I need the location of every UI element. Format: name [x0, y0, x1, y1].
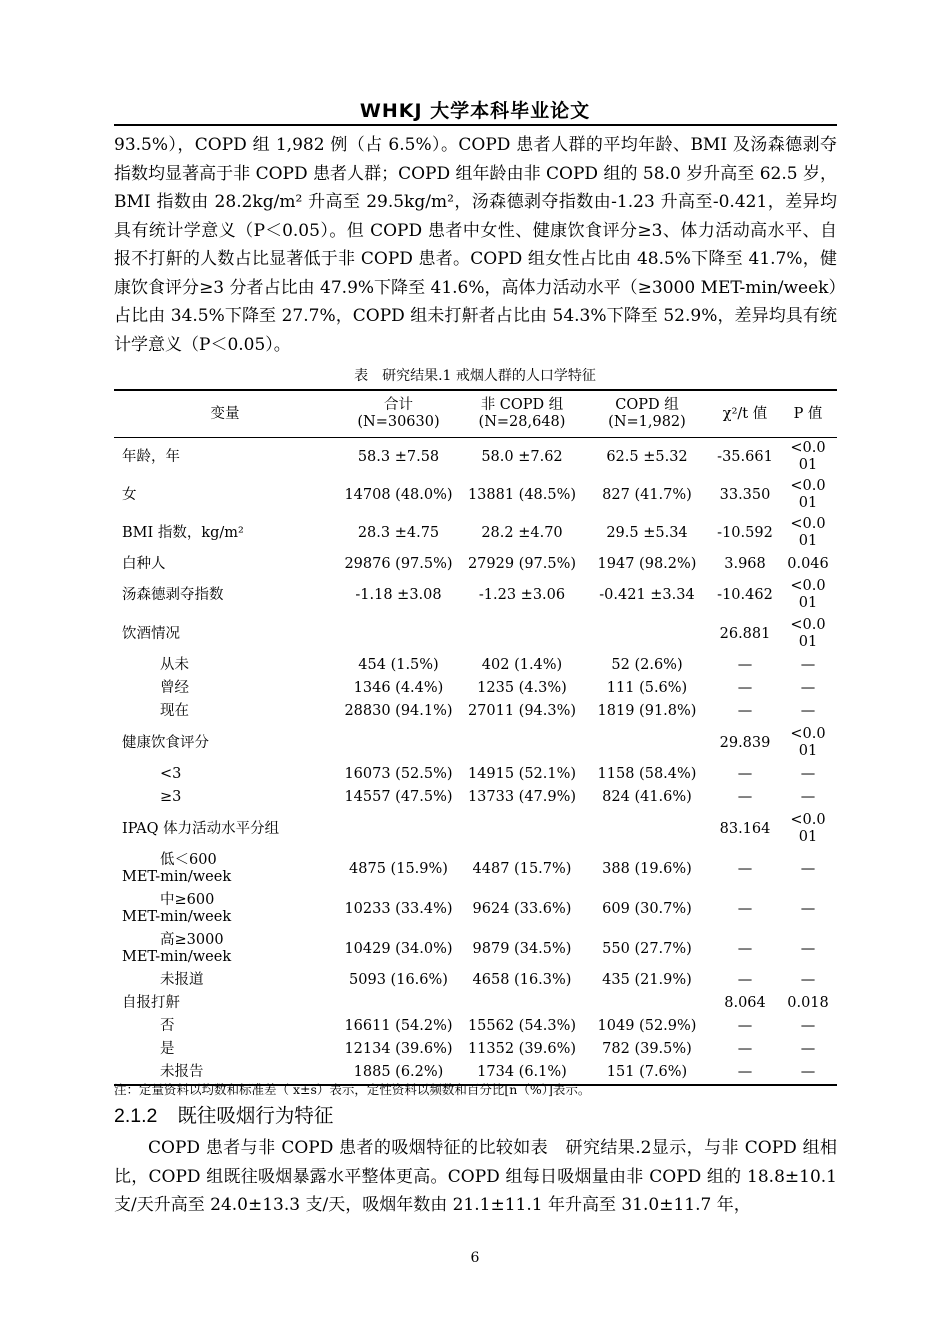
- cell-non-copd: 28.2 ±4.70: [481, 524, 563, 541]
- table-row: [114, 849, 837, 889]
- row-label: 女: [122, 486, 137, 503]
- table-row: [114, 614, 837, 654]
- ipaq-high-label: [122, 932, 334, 966]
- table-row: [114, 514, 837, 552]
- cell-copd: 151 (7.6%): [583, 1061, 711, 1085]
- table-header-row: [114, 390, 837, 438]
- cell-p: —: [800, 972, 816, 988]
- cell-stat: —: [737, 1018, 753, 1034]
- row-label: 年龄，年: [122, 448, 180, 465]
- cell-stat: -35.661: [717, 448, 773, 465]
- table-note: 注：定量资料以均数和标准差（ x±s）表示，定性资料以频数和百分比[n（%）]表示。: [114, 1082, 591, 1097]
- cell-copd: 111 (5.6%): [606, 680, 688, 696]
- page-header-title: WHKJ 大学本科毕业论文: [359, 100, 591, 122]
- row-label: [114, 849, 336, 889]
- cell-copd: 827 (41.7%): [602, 486, 692, 503]
- row-label: 曾经: [160, 680, 189, 696]
- cell-non-copd: 4487 (15.7%): [472, 860, 572, 877]
- cell-copd: [583, 809, 711, 849]
- cell-non-copd: 4658 (16.3%): [472, 972, 572, 988]
- cell-total: 5093 (16.6%): [349, 972, 448, 988]
- cell-non-copd: 9624 (33.6%): [472, 900, 572, 917]
- row-label: 现在: [160, 703, 189, 719]
- row-label: BMI 指数，kg/m²: [122, 524, 244, 541]
- section-title: 既往吸烟行为特征: [177, 1104, 334, 1127]
- row-label: 白种人: [122, 555, 166, 572]
- cell-non-copd: 15562 (54.3%): [467, 1018, 577, 1034]
- cell-non-copd: 11352 (39.6%): [467, 1041, 577, 1057]
- header-p: P 值: [779, 390, 837, 438]
- demographics-table: [114, 389, 837, 1086]
- row-label: 自报打鼾: [122, 995, 180, 1011]
- p-value: <0.001: [790, 516, 826, 549]
- cell-non-copd: [461, 614, 583, 654]
- table-row: [114, 700, 837, 723]
- cell-non-copd: [461, 992, 583, 1015]
- cell-copd: 62.5 ±5.32: [606, 448, 688, 465]
- cell-copd: 435 (21.9%): [602, 972, 692, 988]
- cell-p: —: [800, 940, 816, 957]
- header-chi-t: χ²/t 值: [711, 390, 779, 438]
- cell-copd: 1049 (52.9%): [597, 1018, 697, 1034]
- cell-copd: 609 (30.7%): [602, 900, 692, 917]
- cell-total: 14557 (47.5%): [344, 789, 453, 805]
- cell-p: —: [800, 703, 816, 719]
- cell-total: 14708 (48.0%): [344, 486, 453, 503]
- cell-p: —: [800, 680, 816, 696]
- cell-total: 58.3 ±7.58: [357, 448, 440, 465]
- cell-copd: 388 (19.6%): [602, 860, 692, 877]
- p-value: <0.001: [790, 578, 826, 611]
- header-variable: [114, 390, 336, 438]
- cell-stat: —: [737, 657, 753, 673]
- cell-p: —: [800, 1041, 816, 1057]
- cell-non-copd: 1235 (4.3%): [477, 680, 567, 696]
- cell-non-copd: -1.23 ±3.06: [478, 586, 566, 603]
- cell-total: [336, 614, 461, 654]
- ipaq-low-label: [122, 852, 334, 886]
- section-paragraph-text: COPD 患者与非 COPD 患者的吸烟特征的比较如表 研究结果.2显示，与非 COPD 组相比，COPD 组既往吸烟暴露水平整体更高。COPD 组每日吸烟量由非 COPD 组的 18.8±10.1 支/天升高至 24.0±13.3 支/天，吸烟年数由 21.1±11.1 年升高至 31.0±11.7 年，: [114, 1138, 837, 1215]
- table-row: [114, 438, 837, 477]
- cell-stat: —: [711, 1061, 779, 1085]
- cell-p: [779, 576, 837, 614]
- header-copd-n: (N=1,982): [608, 414, 686, 430]
- header-total: [336, 390, 461, 438]
- cell-copd: 1158 (58.4%): [597, 766, 697, 782]
- cell-p: [779, 809, 837, 849]
- table-row: [114, 576, 837, 614]
- row-label: [114, 889, 336, 929]
- cell-non-copd: 14915 (52.1%): [467, 766, 577, 782]
- cell-p: —: [800, 1018, 816, 1034]
- cell-stat: 33.350: [719, 486, 771, 503]
- cell-non-copd: 58.0 ±7.62: [481, 448, 563, 465]
- cell-p: —: [800, 657, 816, 673]
- intro-paragraph: 93.5%），COPD 组 1,982 例（占 6.5%）。COPD 患者人群的平均年龄、BMI 及汤森德剥夺指数均显著高于非 COPD 患者人群；COPD 组年龄由非 COPD 组的 58.0 岁升高至 62.5 岁，BMI 指数由 28.2kg/m² 升高至 29.5kg/m²，汤森德剥夺指数由-1.23 升高至-0.421，差异均具有统计学意义（P＜0.05）。但 COPD 患者中女性、健康饮食评分≥3、体力活动高水平、自报不打鼾的人数占比显著低于非 COPD 患者。COPD 组女性占比由 48.5%下降至 41.7%，健康饮食评分≥3 分者占比由 47.9%下降至 41.6%，高体力活动水平（≥3000 MET-min/week）占比由 34.5%下降至 27.7%，COPD 组未打鼾者占比由 54.3%下降至 52.9%，差异均具有统计学意义（P＜0.05）。: [114, 135, 837, 355]
- cell-p: [779, 476, 837, 514]
- cell-total: [336, 992, 461, 1015]
- p-value: <0.001: [790, 726, 826, 759]
- cell-p: —: [800, 900, 816, 917]
- cell-stat: 26.881: [719, 625, 771, 642]
- p-value: <0.001: [790, 617, 826, 650]
- table-row: [114, 677, 837, 700]
- row-label: <3: [160, 766, 182, 782]
- cell-stat: —: [737, 703, 753, 719]
- cell-total: 4875 (15.9%): [349, 860, 448, 877]
- cell-copd: 824 (41.6%): [602, 789, 692, 805]
- cell-p: —: [800, 766, 816, 782]
- cell-non-copd: 9879 (34.5%): [472, 940, 572, 957]
- table-row: [114, 476, 837, 514]
- table-row: [114, 889, 837, 929]
- cell-copd: 1819 (91.8%): [597, 703, 697, 719]
- table-row: [114, 786, 837, 809]
- cell-copd: 782 (39.5%): [602, 1041, 692, 1057]
- table-row: [114, 992, 837, 1015]
- cell-p: 0.018: [787, 995, 829, 1011]
- cell-total: [336, 723, 461, 763]
- table-row: [114, 1038, 837, 1061]
- cell-stat: —: [737, 789, 753, 805]
- row-label: 否: [160, 1018, 175, 1034]
- cell-non-copd: [461, 723, 583, 763]
- cell-total: 16073 (52.5%): [344, 766, 453, 782]
- header-non-copd: [461, 390, 583, 438]
- header-non-copd-text: 非 COPD 组: [480, 397, 564, 413]
- cell-non-copd: 27929 (97.5%): [467, 555, 577, 572]
- cell-copd: [583, 614, 711, 654]
- table-row: [114, 1015, 837, 1038]
- header-copd: [583, 390, 711, 438]
- cell-copd: 1947 (98.2%): [597, 555, 697, 572]
- cell-p: [779, 438, 837, 477]
- header-variable-text: 变量: [210, 405, 240, 422]
- cell-stat: -10.462: [717, 586, 773, 603]
- p-value: <0.001: [790, 812, 826, 845]
- section-heading: [114, 1100, 333, 1128]
- cell-total: 1346 (4.4%): [353, 680, 444, 696]
- cell-stat: —: [737, 766, 753, 782]
- cell-p: 0.046: [787, 555, 829, 572]
- table-row: [114, 723, 837, 763]
- header-rule: [114, 124, 837, 126]
- cell-non-copd: 1734 (6.1%): [461, 1061, 583, 1085]
- table-row: [114, 809, 837, 849]
- cell-total: 28.3 ±4.75: [357, 524, 440, 541]
- p-value: <0.001: [790, 440, 826, 473]
- ipaq-low-label-line2: MET-min/week: [122, 869, 232, 885]
- ipaq-high-label-line1: 高≥3000: [160, 932, 224, 948]
- cell-non-copd: 27011 (94.3%): [467, 703, 577, 719]
- cell-p: [779, 614, 837, 654]
- row-label: ≥3: [160, 789, 182, 805]
- ipaq-low-label-line1: 低＜600: [160, 852, 217, 868]
- cell-stat: 29.839: [719, 734, 771, 751]
- cell-copd: [583, 723, 711, 763]
- cell-stat: -10.592: [717, 524, 773, 541]
- table-row: [114, 929, 837, 969]
- cell-stat: —: [737, 940, 753, 957]
- section-paragraph: [114, 1134, 837, 1220]
- cell-non-copd: 402 (1.4%): [481, 657, 563, 673]
- cell-stat: —: [737, 860, 753, 877]
- table-row: [114, 654, 837, 677]
- cell-p: —: [800, 789, 816, 805]
- cell-total: 16611 (54.2%): [344, 1018, 453, 1034]
- cell-p: [779, 723, 837, 763]
- table-row: [114, 969, 837, 992]
- cell-stat: —: [737, 900, 753, 917]
- row-label: 饮酒情况: [122, 625, 180, 642]
- cell-p: [779, 514, 837, 552]
- cell-non-copd: [461, 809, 583, 849]
- row-label: 从未: [160, 657, 189, 673]
- cell-stat: 3.968: [724, 555, 766, 572]
- row-label: 汤森德剥夺指数: [122, 586, 224, 603]
- cell-non-copd: 13881 (48.5%): [467, 486, 577, 503]
- header-total-text: 合计: [384, 397, 413, 413]
- header-copd-text: COPD 组: [615, 397, 679, 413]
- cell-p: —: [779, 1061, 837, 1085]
- table-row: [114, 552, 837, 576]
- header-total-n: (N=30630): [357, 414, 440, 430]
- header-non-copd-n: (N=28,648): [478, 414, 566, 430]
- section-number: 2.1.2: [114, 1105, 158, 1127]
- ipaq-mid-label-line2: MET-min/week: [122, 909, 232, 925]
- p-value: <0.001: [790, 478, 826, 511]
- cell-copd: 29.5 ±5.34: [606, 524, 688, 541]
- cell-copd: 550 (27.7%): [602, 940, 692, 957]
- cell-total: 28830 (94.1%): [344, 703, 453, 719]
- cell-stat: —: [737, 680, 753, 696]
- ipaq-mid-label-line1: 中≥600: [160, 892, 215, 908]
- ipaq-mid-label: [122, 892, 334, 926]
- table-caption: 表 研究结果.1 戒烟人群的人口学特征: [354, 368, 596, 384]
- cell-copd: [583, 992, 711, 1015]
- cell-total: [336, 809, 461, 849]
- cell-copd: -0.421 ±3.34: [599, 586, 695, 603]
- page-number: 6: [470, 1250, 480, 1266]
- cell-total: 1885 (6.2%): [336, 1061, 461, 1085]
- cell-total: 29876 (97.5%): [344, 555, 453, 572]
- cell-total: 454 (1.5%): [358, 657, 439, 673]
- cell-p: —: [800, 860, 816, 877]
- row-label: IPAQ 体力活动水平分组: [122, 820, 280, 837]
- table-row: [114, 763, 837, 786]
- cell-stat: —: [737, 972, 753, 988]
- cell-stat: —: [737, 1041, 753, 1057]
- cell-total: 10429 (34.0%): [344, 940, 453, 957]
- row-label: 是: [160, 1041, 175, 1057]
- ipaq-high-label-line2: MET-min/week: [122, 949, 232, 965]
- row-label: 未报告: [114, 1061, 336, 1085]
- row-label: [114, 929, 336, 969]
- cell-total: -1.18 ±3.08: [355, 586, 442, 603]
- cell-copd: 52 (2.6%): [611, 657, 683, 673]
- cell-stat: 8.064: [724, 995, 766, 1011]
- row-label: 健康饮食评分: [122, 734, 209, 751]
- cell-total: 10233 (33.4%): [344, 900, 453, 917]
- row-label: 未报道: [160, 972, 204, 988]
- cell-non-copd: 13733 (47.9%): [467, 789, 577, 805]
- cell-total: 12134 (39.6%): [344, 1041, 453, 1057]
- cell-stat: 83.164: [719, 820, 771, 837]
